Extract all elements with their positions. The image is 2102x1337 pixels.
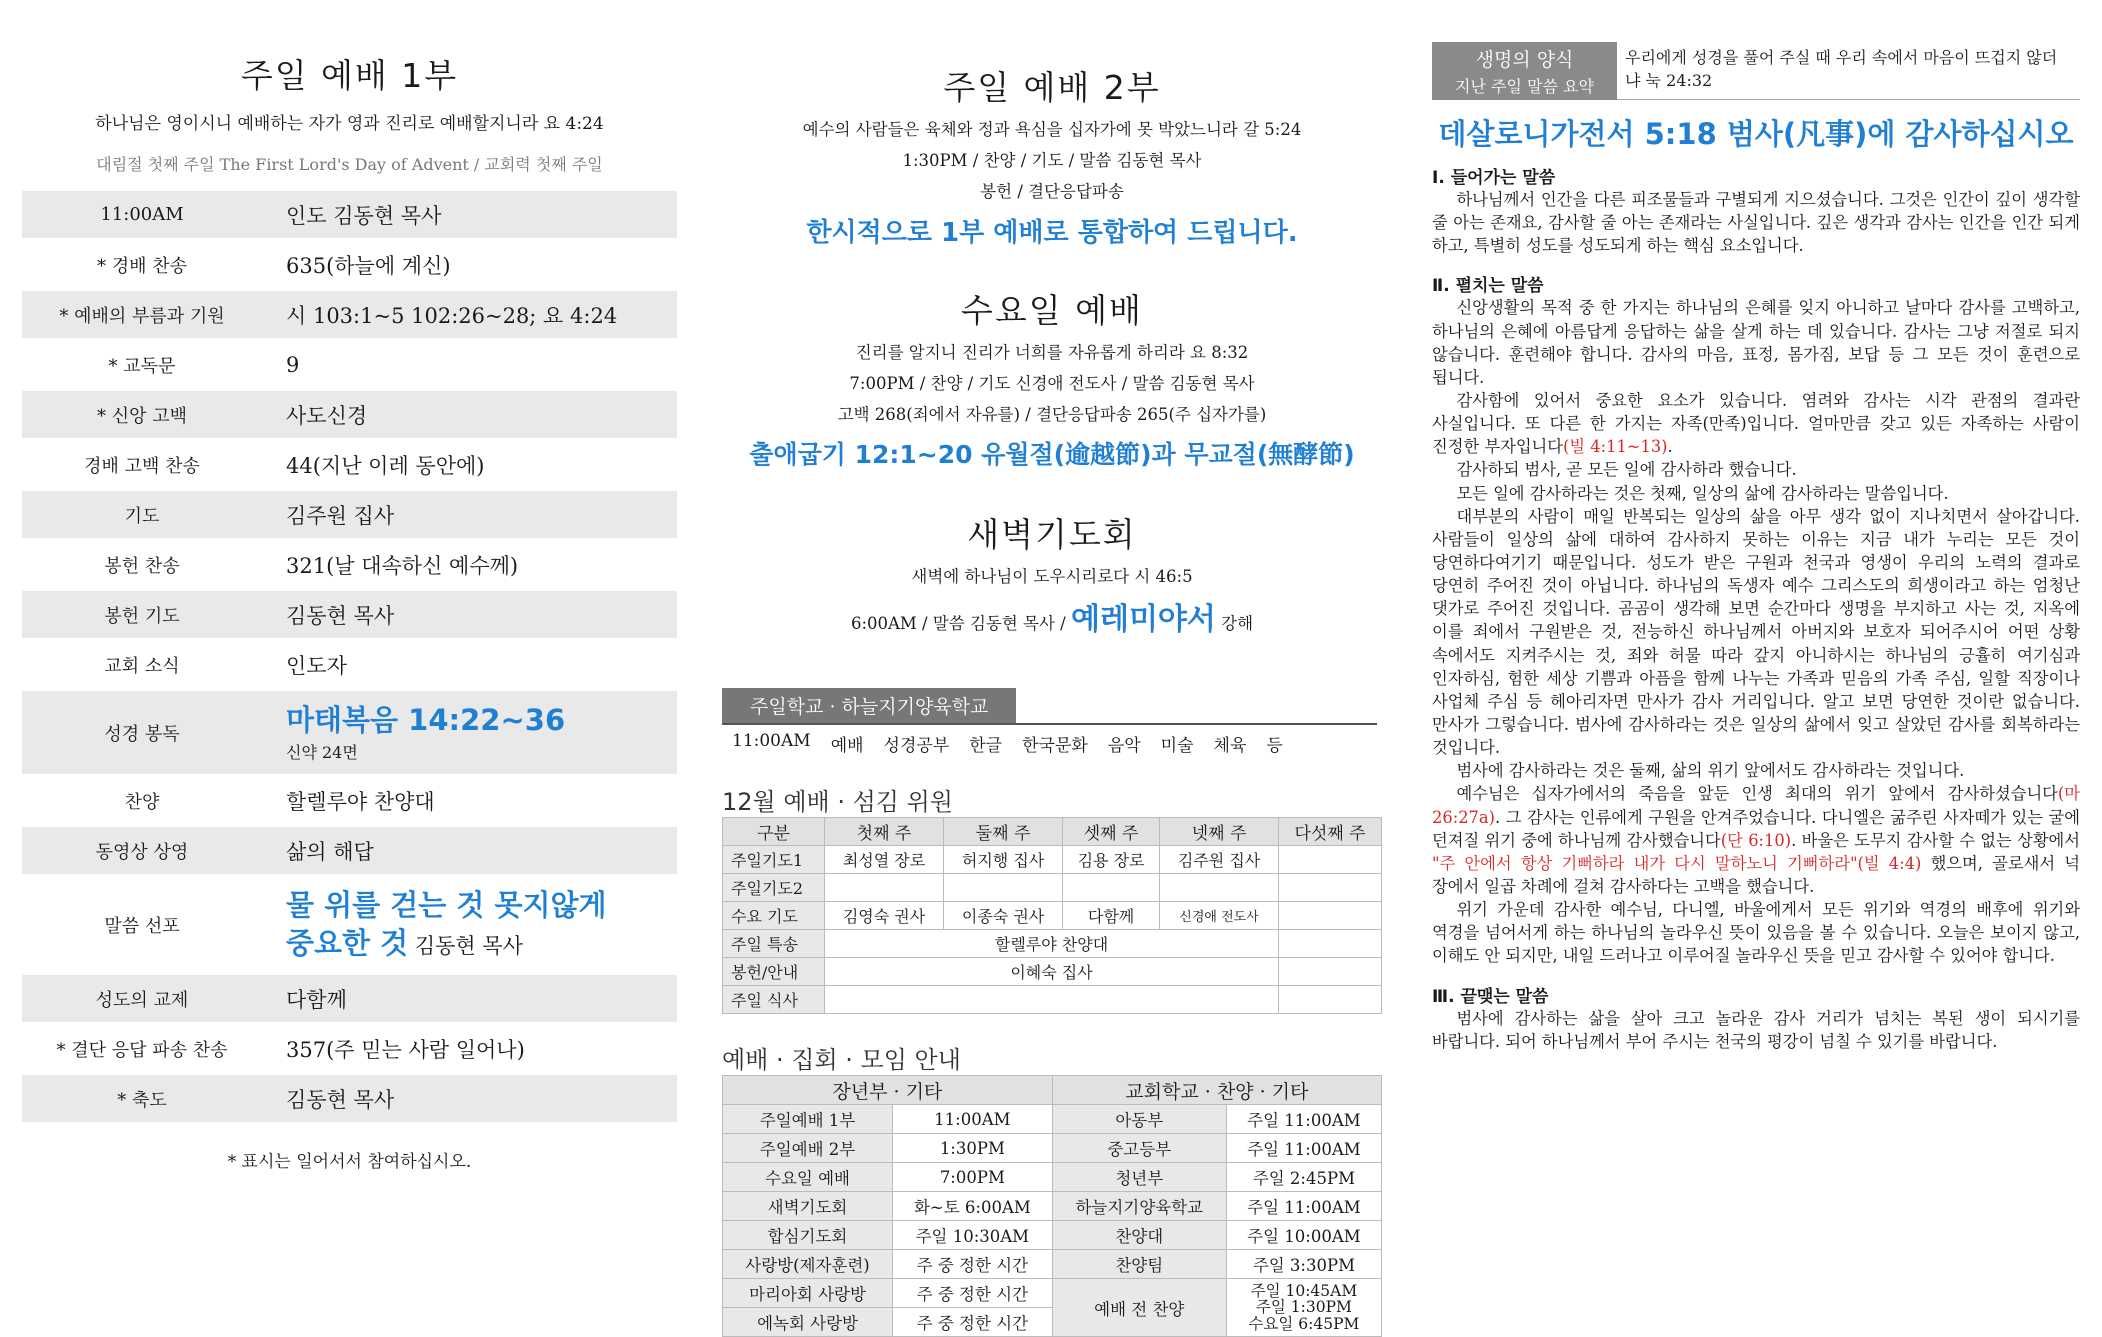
summary-paragraph: 감사하되 범사, 곧 모든 일에 감사하라 했습니다. xyxy=(1456,460,1797,480)
table-header: 첫째 주 xyxy=(825,818,944,846)
order-row xyxy=(22,541,677,591)
table-cell: 주일예배 2부 xyxy=(723,1134,893,1163)
table-cell: 아동부 xyxy=(1052,1105,1226,1134)
order-row xyxy=(22,591,677,641)
order-row xyxy=(22,491,677,541)
wednesday-line2: 고백 268(죄에서 자유를) / 결단응답파송 265(주 십자가를) xyxy=(837,405,1267,424)
table-row xyxy=(723,1221,1382,1250)
table-row xyxy=(723,902,1382,930)
table-cell xyxy=(1279,874,1382,902)
order-label: * 신앙 고백 xyxy=(97,405,187,427)
order-row xyxy=(22,241,677,291)
table-row xyxy=(723,1105,1382,1134)
order-label: * 축도 xyxy=(117,1089,167,1111)
school-label: 주일학교 · 하늘지기양육학교 xyxy=(722,688,1016,723)
table-cell: 김주원 집사 xyxy=(1160,846,1279,874)
meetings-title: 예배 · 집회 · 모임 안내 xyxy=(722,1046,961,1074)
table-cell: 새벽기도회 xyxy=(723,1192,893,1221)
table-header: 교회학교 · 찬양 · 기타 xyxy=(1052,1076,1381,1105)
dawn-post: 강해 xyxy=(1221,614,1254,633)
school-item: 미술 xyxy=(1160,736,1194,756)
order-value: 321(날 대속하신 예수께) xyxy=(286,553,519,578)
scripture-reference: (단 6:10) xyxy=(1720,830,1792,850)
table-row xyxy=(723,1250,1382,1279)
summary-paragraph: 모든 일에 감사하라는 것은 첫째, 일상의 삶에 감사하라는 말씀입니다. xyxy=(1456,483,1949,503)
order-value: 김주원 집사 xyxy=(286,503,395,528)
scripture-reference: (빌 4:4) xyxy=(1857,853,1922,873)
order-value: 시 103:1~5 102:26~28; 요 4:24 xyxy=(286,303,618,328)
dawn-pre: 6:00AM / 말씀 김동현 목사 / xyxy=(850,614,1066,633)
order-label: 11:00AM xyxy=(100,204,184,225)
summary-tag-subtitle: 지난 주일 말씀 요약 xyxy=(1455,77,1594,96)
wednesday-line1: 7:00PM / 찬양 / 기도 신경애 전도사 / 말씀 김동현 목사 xyxy=(849,374,1255,393)
order-value: 사도신경 xyxy=(286,403,368,428)
table-cell: 합심기도회 xyxy=(723,1221,893,1250)
order-row xyxy=(22,291,677,341)
pre-worship-time: 주일 10:45AM xyxy=(1250,1282,1358,1301)
service1-subtitle: 대림절 첫째 주일 The First Lord's Day of Advent / 교회력 첫째 주일 xyxy=(96,155,603,174)
order-label: 기도 xyxy=(124,505,160,527)
table-cell xyxy=(1279,930,1382,958)
service2-line2: 봉헌 / 결단응답파송 xyxy=(980,182,1124,201)
table-cell: 주일 10:00AM xyxy=(1226,1221,1381,1250)
summary-header-verse: 우리에게 성경을 풀어 주실 때 우리 속에서 마음이 뜨겁지 않더냐 눅 24:32 xyxy=(1617,42,2080,100)
summary-paragraph: 위기 가운데 감사한 예수님, 다니엘, 바울에게서 모든 위기와 역경의 배후에 위기와 역경을 넘어서게 하는 하나님의 놀라우신 뜻이 있음을 볼 수 있습니다. 오늘은 보이지 않고, 이해도 안 되지만, 내일 드러나고 이루어질 놀라우신 뜻을 믿고 감사할 수 있어야 합니다. xyxy=(1432,900,2080,966)
order-label: 성도의 교제 xyxy=(95,989,189,1011)
table-cell: 하늘지기양육학교 xyxy=(1052,1192,1226,1221)
order-label: 교회 소식 xyxy=(104,655,180,677)
table-row xyxy=(723,930,1382,958)
dawn-book: 예레미야서 xyxy=(1070,602,1216,637)
order-value: 357(주 믿는 사람 일어나) xyxy=(286,1037,525,1062)
table-cell xyxy=(1160,874,1279,902)
scripture-note: 신약 24면 xyxy=(286,742,358,762)
sermon-title-line1: 물 위를 걷는 것 못지않게 xyxy=(286,887,607,922)
service2-title: 주일 예배 2부 xyxy=(943,68,1161,107)
order-label: * 예배의 부름과 기원 xyxy=(59,305,225,327)
summary-paragraph: 하나님께서 인간을 다른 피조물들과 구별되게 지으셨습니다. 그것은 인간이 깊이 생각할 줄 아는 존재요, 감사할 줄 아는 존재라는 사실입니다. 깊은 생각과 감사는 인간을 인간 되게 하고, 특별히 성도를 성도되게 하는 핵심 요소입니다. xyxy=(1432,190,2080,256)
table-cell: 허지행 집사 xyxy=(944,846,1063,874)
table-cell xyxy=(825,874,944,902)
order-label: 봉헌 찬송 xyxy=(104,555,180,577)
table-row xyxy=(723,986,1382,1014)
order-value: 44(지난 이레 동안에) xyxy=(286,453,485,478)
table-cell: 청년부 xyxy=(1052,1163,1226,1192)
table-header: 둘째 주 xyxy=(944,818,1063,846)
school-item: 한글 xyxy=(969,736,1003,756)
table-cell xyxy=(1226,1279,1381,1337)
table-cell: 주 중 정한 시간 xyxy=(893,1250,1053,1279)
order-label: 찬양 xyxy=(124,791,160,813)
committee-title: 12월 예배 · 섬김 위원 xyxy=(722,788,953,816)
summary-paragraph xyxy=(1432,782,2080,898)
table-cell: 마리아회 사랑방 xyxy=(723,1279,893,1308)
pre-worship-time: 주일 1:30PM xyxy=(1255,1298,1352,1317)
service2-verse: 예수의 사람들은 육체와 정과 욕심을 십자가에 못 박았느니라 갈 5:24 xyxy=(802,120,1302,139)
dawn-title: 새벽기도회 xyxy=(967,515,1137,554)
sermon-value xyxy=(262,887,677,962)
meetings-table xyxy=(722,1075,1382,1337)
table-cell xyxy=(1279,902,1382,930)
order-row xyxy=(22,1075,677,1125)
school-items xyxy=(722,723,1377,756)
dawn-line xyxy=(722,594,1382,638)
table-cell: 7:00PM xyxy=(893,1163,1053,1192)
table-cell: 주일 3:30PM xyxy=(1226,1250,1381,1279)
order-row xyxy=(22,777,677,827)
text-span: . xyxy=(1667,437,1673,457)
dawn-section xyxy=(722,509,1382,638)
table-header: 장년부 · 기타 xyxy=(723,1076,1053,1105)
pre-worship-time: 수요일 6:45PM xyxy=(1248,1314,1360,1333)
school-item: 음악 xyxy=(1107,736,1141,756)
table-cell xyxy=(1279,986,1382,1014)
text-span: . 바울은 도무지 감사할 수 없는 상황에서 xyxy=(1791,830,2081,850)
table-cell: 주일 10:30AM xyxy=(893,1221,1053,1250)
service1-verse: 하나님은 영이시니 예배하는 자가 영과 진리로 예배할지니라 요 4:24 xyxy=(95,114,604,134)
table-cell: 예배 전 찬양 xyxy=(1052,1279,1226,1337)
row-label: 주일 특송 xyxy=(723,930,825,958)
scripture-row xyxy=(22,691,677,777)
text-span: . 그 감사는 인류에게 구원을 안겨주었습니다. 다니엘은 굶주린 사자떼가 있는 굴에 던져질 위기 중에 하나님께 감사했습니다 xyxy=(1432,807,2080,850)
order-value: 인도자 xyxy=(286,653,347,678)
school-section xyxy=(722,688,1382,756)
scripture-value xyxy=(262,702,677,763)
table-cell xyxy=(825,986,1279,1014)
order-label: * 결단 응답 파송 찬송 xyxy=(56,1039,228,1061)
table-row xyxy=(723,846,1382,874)
table-cell xyxy=(1279,846,1382,874)
order-row xyxy=(22,191,677,241)
summary-tag xyxy=(1432,42,1617,100)
text-span: 감사함에 있어서 중요한 요소가 있습니다. 염려와 감사는 시각 관점의 결과란 사실입니다. 또 다른 한 가지는 자족(만족)입니다. 얼마만큼 갖고 있든 자족하는 사람이 진정한 부자입니다 xyxy=(1432,390,2080,457)
standing-note: * 표시는 일어서서 참여하십시오. xyxy=(227,1152,472,1172)
scripture-passage: 마태복음 14:22~36 xyxy=(286,703,566,738)
wednesday-passage: 출애굽기 12:1~20 유월절(逾越節)과 무교절(無酵節) xyxy=(749,440,1355,469)
table-cell: 다함께 xyxy=(1063,902,1160,930)
table-cell: 김영숙 권사 xyxy=(825,902,944,930)
table-cell: 김용 장로 xyxy=(1063,846,1160,874)
table-header: 다섯째 주 xyxy=(1279,818,1382,846)
order-label: 경배 고백 찬송 xyxy=(84,455,200,477)
order-row xyxy=(22,341,677,391)
table-row xyxy=(723,1134,1382,1163)
order-value: 635(하늘에 계신) xyxy=(286,253,451,278)
table-cell: 할렐루야 찬양대 xyxy=(825,930,1279,958)
table-row xyxy=(723,874,1382,902)
order-value: 할렐루야 찬양대 xyxy=(286,789,435,814)
row-label: 주일기도2 xyxy=(723,874,825,902)
order-value: 9 xyxy=(286,352,300,377)
section-heading: Ⅱ. 펼치는 말씀 xyxy=(1432,276,1544,297)
scripture-reference: (빌 4:11~13) xyxy=(1563,437,1668,457)
table-cell: 에녹회 사랑방 xyxy=(723,1308,893,1337)
table-cell: 주일 11:00AM xyxy=(1226,1192,1381,1221)
wednesday-section xyxy=(722,285,1382,471)
table-header-row xyxy=(723,818,1382,846)
text-span: 예수님은 십자가에서의 죽음을 앞둔 인생 최대의 위기 앞에서 감사하셨습니다 xyxy=(1456,784,2058,804)
row-label: 봉헌/안내 xyxy=(723,958,825,986)
summary-paragraph xyxy=(1432,389,2080,458)
sermon-summary-column xyxy=(1432,0,2080,1275)
order-label: * 경배 찬송 xyxy=(97,255,187,277)
table-cell: 수요일 예배 xyxy=(723,1163,893,1192)
scripture-reference: (마 26:27a) xyxy=(1432,784,2080,827)
table-cell: 최성열 장로 xyxy=(825,846,944,874)
table-cell: 신경애 전도사 xyxy=(1160,902,1279,930)
summary-paragraph: 범사에 감사하는 삶을 살아 크고 놀라운 감사 거리가 넘치는 복된 생이 되시기를 바랍니다. 되어 하나님께서 부어 주시는 천국의 평강이 넘칠 수 있기를 바랍니다. xyxy=(1432,1008,2080,1051)
summary-tag-title: 생명의 양식 xyxy=(1475,49,1574,71)
table-cell: 중고등부 xyxy=(1052,1134,1226,1163)
school-item: 한국문화 xyxy=(1022,736,1088,756)
sermon-title-line2: 중요한 것 xyxy=(286,925,409,960)
table-cell: 주일 11:00AM xyxy=(1226,1105,1381,1134)
order-row xyxy=(22,827,677,877)
table-cell: 찬양대 xyxy=(1052,1221,1226,1250)
row-label: 주일기도1 xyxy=(723,846,825,874)
sermon-row xyxy=(22,877,677,975)
summary-paragraph: 신앙생활의 목적 중 한 가지는 하나님의 은혜를 잊지 아니하고 날마다 감사를 고백하고, 하나님의 은혜에 아름답게 응답하는 삶을 살게 하는 데 있습니다. 감사는 그냥 저절로 되지 않습니다. 훈련해야 합니다. 감사의 마음, 표정, 몸가짐, 보답 등 그 모든 것이 훈련으로 됩니다. xyxy=(1432,298,2080,387)
school-item: 11:00AM xyxy=(732,731,811,751)
table-header-row xyxy=(723,1076,1382,1105)
summary-header xyxy=(1432,42,2080,100)
row-label: 주일 식사 xyxy=(723,986,825,1014)
table-row xyxy=(723,1192,1382,1221)
table-cell xyxy=(944,874,1063,902)
order-value: 인도 김동현 목사 xyxy=(286,203,442,228)
table-row xyxy=(723,1163,1382,1192)
text-span: 했으며, 골로새서 넉 장에서 일곱 차례에 걸쳐 감사하다는 고백을 했습니다. xyxy=(1432,853,2081,896)
table-row xyxy=(723,958,1382,986)
order-label: * 교독문 xyxy=(108,355,176,377)
table-cell: 11:00AM xyxy=(893,1105,1053,1134)
service1-column xyxy=(22,0,677,1275)
sermon-preacher: 김동현 목사 xyxy=(414,933,523,958)
summary-paragraph: 범사에 감사하라는 것은 둘째, 삶의 위기 앞에서도 감사하라는 것입니다. xyxy=(1456,761,1965,781)
table-cell: 화~토 6:00AM xyxy=(893,1192,1053,1221)
table-cell: 주일 2:45PM xyxy=(1226,1163,1381,1192)
table-cell: 찬양팀 xyxy=(1052,1250,1226,1279)
table-cell: 이혜숙 집사 xyxy=(825,958,1279,986)
order-value: 다함께 xyxy=(286,987,347,1012)
table-cell: 주 중 정한 시간 xyxy=(893,1279,1053,1308)
section-heading: Ⅰ. 들어가는 말씀 xyxy=(1432,168,1556,188)
table-cell: 주일 11:00AM xyxy=(1226,1134,1381,1163)
order-label: 성경 봉독 xyxy=(104,723,180,745)
dawn-verse: 새벽에 하나님이 도우시리로다 시 46:5 xyxy=(911,567,1193,586)
order-row xyxy=(22,391,677,441)
order-value: 김동현 목사 xyxy=(286,1087,395,1112)
table-cell: 주 중 정한 시간 xyxy=(893,1308,1053,1337)
section-heading: Ⅲ. 끝맺는 말씀 xyxy=(1432,986,1549,1007)
summary-paragraph: 대부분의 사람이 매일 반복되는 일상의 삶을 아무 생각 없이 지나치면서 살아갑니다. 사람들이 일상의 삶에 대하여 감사하지 못하는 이유는 지금 내가 누리는 모든 것이 당연하다여기기 때문입니다. 성도가 받은 구원과 천국과 영생이 우리의 노력의 결과로 당연히 주어진 것이 아닙니다. 하나님의 독생자 예수 그리스도의 희생이라고 하는 엄청난 댓가로 주어진 것입니다. 곰곰이 생각해 보면 순간마다 생명을 부지하고 사는 것, 지옥에 이를 죄에서 구원받은 것, 전능하신 하나님께서 아버지와 보호자 되어주시어 어떤 상황 속에서도 지켜주시는 것, 죄와 허물 따라 갚지 아니하시는 하나님의 긍휼히 여기심과 인자하심, 험한 세상 기쁨과 아픔을 함께 나누는 가족과 믿음의 가족 주심, 일할 직장이나 사업체 주심 등 헤아리자면 만사가 감사 거리입니다. 알고 보면 당연한 것이란 없습니다. 만사가 그렇습니다. 범사에 감사하라는 것은 일상의 삶에서 잊고 살았던 감사를 회복하라는 것입니다. xyxy=(1432,506,2080,758)
schedule-column xyxy=(722,0,1382,1333)
order-row xyxy=(22,441,677,491)
order-label: 봉헌 기도 xyxy=(104,605,180,627)
order-row xyxy=(22,1025,677,1075)
table-cell xyxy=(1279,958,1382,986)
table-header: 구분 xyxy=(723,818,825,846)
service1-title: 주일 예배 1부 xyxy=(240,56,459,95)
table-cell: 사랑방(제자훈련) xyxy=(723,1250,893,1279)
committee-table xyxy=(722,817,1382,1014)
service2-notice: 한시적으로 1부 예배로 통합하여 드립니다. xyxy=(806,218,1298,248)
row-label: 수요 기도 xyxy=(723,902,825,930)
order-of-worship xyxy=(22,191,677,1125)
service2-section xyxy=(722,62,1382,249)
school-item: 체육 xyxy=(1213,736,1247,756)
table-cell: 이종숙 권사 xyxy=(944,902,1063,930)
order-row xyxy=(22,975,677,1025)
order-label: 동영상 상영 xyxy=(95,841,189,863)
table-row xyxy=(723,1279,1382,1308)
school-item: 등 xyxy=(1266,736,1283,756)
wednesday-verse: 진리를 알지니 진리가 너희를 자유롭게 하리라 요 8:32 xyxy=(855,343,1249,362)
school-item: 예배 xyxy=(830,736,864,756)
scripture-quote: "주 안에서 항상 기뻐하라 내가 다시 말하노니 기뻐하라" xyxy=(1432,853,1858,873)
table-header: 넷째 주 xyxy=(1160,818,1279,846)
school-item: 성경공부 xyxy=(883,736,950,756)
table-header: 셋째 주 xyxy=(1063,818,1160,846)
order-label: 말씀 선포 xyxy=(104,915,180,937)
table-cell: 1:30PM xyxy=(893,1134,1053,1163)
order-row xyxy=(22,641,677,691)
wednesday-title: 수요일 예배 xyxy=(961,291,1143,330)
service2-line1: 1:30PM / 찬양 / 기도 / 말씀 김동현 목사 xyxy=(902,151,1202,170)
order-value: 김동현 목사 xyxy=(286,603,395,628)
sermon-summary-title: 데살로니가전서 5:18 범사(凡事)에 감사하십시오 xyxy=(1438,117,2074,151)
table-cell xyxy=(1063,874,1160,902)
table-cell: 주일예배 1부 xyxy=(723,1105,893,1134)
order-value: 삶의 해답 xyxy=(286,839,374,864)
